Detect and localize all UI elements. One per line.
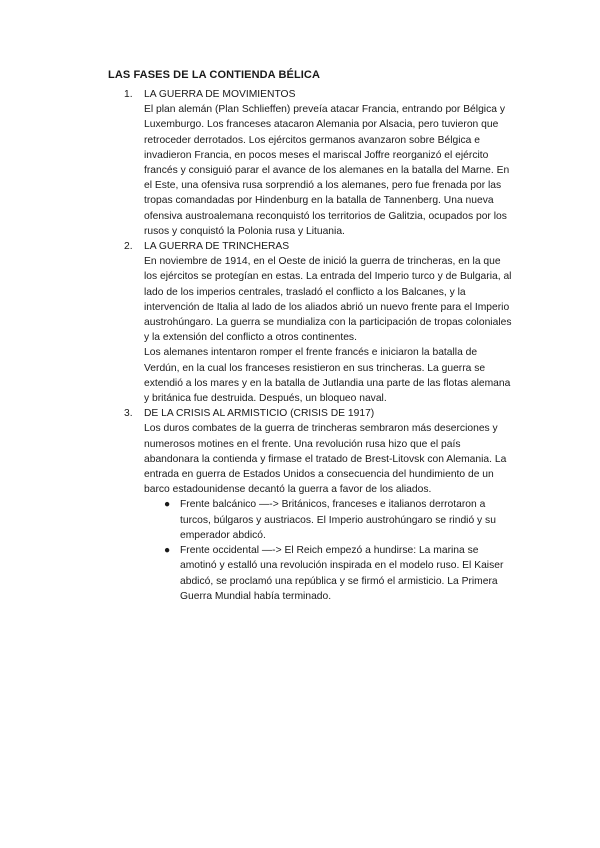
section-item [120, 87, 512, 239]
bullet-text: Frente balcánico —-> Británicos, franceses e italianos derrotaron a turcos, búlgaros y austriacos. El Imperio austrohúngaro se rindió y su emperador abdicó. [180, 499, 496, 541]
section-number: 3. [124, 408, 133, 420]
bullet-list [144, 497, 512, 603]
bullet-dot-icon: ● [164, 499, 171, 511]
section-heading: LA GUERRA DE TRINCHERAS [144, 241, 290, 253]
bullet-item [164, 543, 512, 604]
section-item [120, 239, 512, 406]
document-title: LAS FASES DE LA CONTIENDA BÉLICA [108, 69, 321, 81]
section-number: 2. [124, 241, 133, 253]
section-paragraph: El plan alemán (Plan Schlieffen) preveía atacar Francia, entrando por Bélgica y Luxemburgo. Los franceses atacaron Alemania por Alsacia, pero tuvieron que retroceder derrotados. Los ejércitos germanos avanzaron sobre Bélgica e invadieron Francia, en pocos meses el mariscal Joffre reorganizó el ejército francés y consiguió parar el avance de los alemanes en la batalla del Marne. En el Este, una ofensiva rusa sorprendió a los alemanes, pero fue frenada por las tropas comandadas por Hindenburg en la batalla de Tannenberg. Una nueva ofensiva austroalemana reconquistó los territorios de Galitzia, ocupados por los rusos y conquistó la Polonia rusa y Lituania. [144, 104, 510, 237]
section-paragraph: En noviembre de 1914, en el Oeste de inició la guerra de trincheras, en la que los ejércitos se protegían en estas. La entrada del Imperio turco y de Bulgaria, al lado de los imperios centrales, trasladó el conflicto a los Balcanes, y la intervención de Italia al lado de los aliados abrió un nuevo frente para el Imperio austrohúngaro. La guerra se mundializa con la participación de tropas coloniales y la extensión del conflicto a otros continentes. [144, 256, 512, 344]
bullet-dot-icon: ● [164, 545, 171, 557]
section-number: 1. [124, 89, 133, 100]
section-heading: LA GUERRA DE MOVIMIENTOS [144, 89, 296, 100]
section-list [120, 87, 512, 604]
bullet-item [164, 497, 512, 543]
bullet-text: Frente occidental —-> El Reich empezó a hundirse: La marina se amotinó y estalló una revolución inspirada en el modelo ruso. El Kaiser abdicó, se proclamó una república y se firmó el armisticio. La Primera Guerra Mundial había terminado. [180, 545, 504, 602]
section-paragraph: Los duros combates de la guerra de trincheras sembraron más deserciones y numerosos motines en el frente. Una revolución rusa hizo que el país abandonara la contienda y firmase el tratado de Brest-Litovsk con Alemania. La entrada en guerra de Estados Unidos a consecuencia del hundimiento de un barco estadounidense decantó la guerra a favor de los aliados. [144, 423, 507, 496]
section-paragraph: Los alemanes intentaron romper el frente francés e iniciaron la batalla de Verdún, en la cual los franceses resistieron en sus trincheras. La guerra se extendió a los mares y en la batalla de Jutlandia una parte de las flotas alemana y británica fue destruida. Después, un bloqueo naval. [144, 347, 511, 405]
section-heading: DE LA CRISIS AL ARMISTICIO (CRISIS DE 1917) [144, 408, 375, 420]
section-item [120, 406, 512, 604]
